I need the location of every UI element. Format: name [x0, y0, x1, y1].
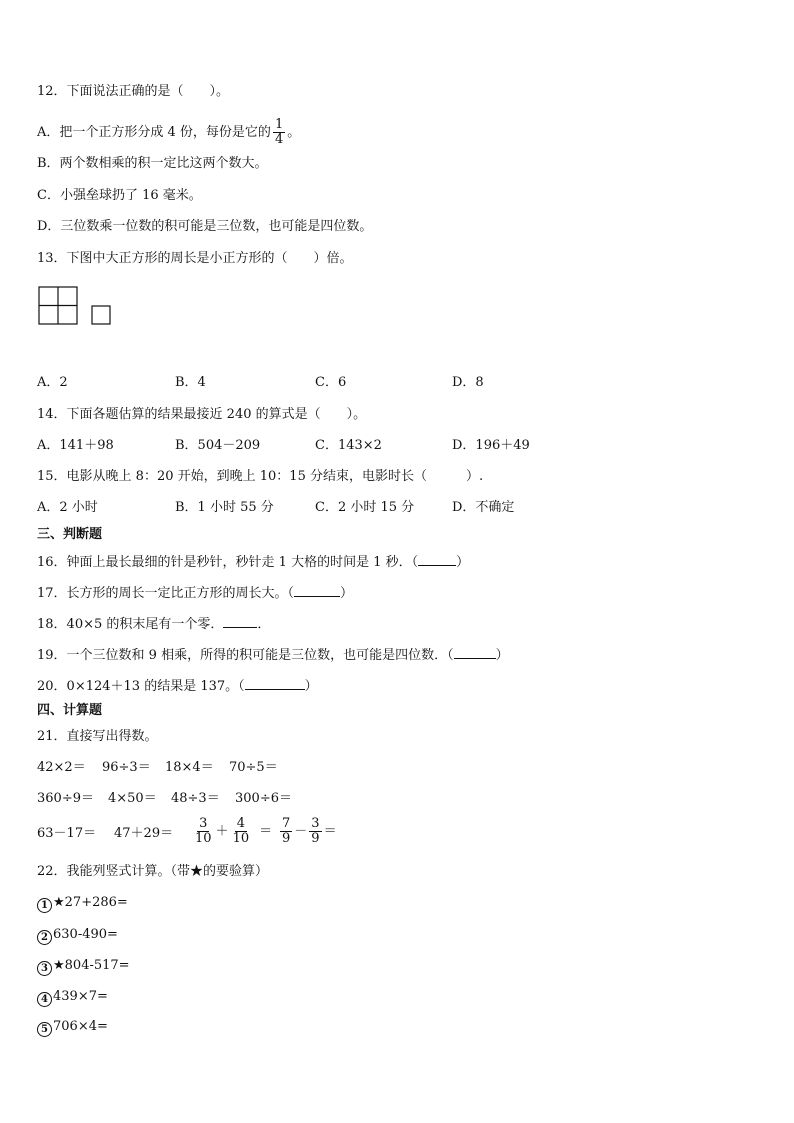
answer-blank[interactable] [454, 646, 496, 659]
calc-item: 48÷3＝ [171, 791, 220, 806]
question-22-stem: 22．我能列竖式计算。（带★的要验算） [37, 864, 269, 879]
question-12-option-b: B．两个数相乘的积一定比这两个数大。 [37, 156, 268, 171]
calc-item: 300÷6＝ [235, 791, 292, 806]
calc-item: 4×50＝ [108, 791, 157, 806]
question-15-option-b: B．1 小时 55 分 [175, 500, 274, 515]
option-a-text: A．把一个正方形分成 4 份，每份是它的 [37, 125, 271, 140]
calc-item: 47＋29＝ [114, 826, 174, 841]
vertical-calc-item-1: 1 ★27+286= [37, 895, 128, 913]
circled-number: 1 [37, 898, 52, 913]
question-14-stem: 14．下面各题估算的结果最接近 240 的算式是（ ）。 [37, 407, 367, 422]
question-12-option-d: D．三位数乘一位数的积可能是三位数，也可能是四位数。 [37, 219, 373, 234]
calc-item: 18×4＝ [165, 760, 214, 775]
question-14-option-c: C．143×2 [315, 438, 382, 453]
question-18: 18．40×5 的积末尾有一个零． ． [37, 617, 271, 632]
question-13-option-a: A．2 [37, 375, 68, 390]
question-14-option-b: B．504－209 [175, 438, 261, 453]
question-13-option-b: B．4 [175, 375, 206, 390]
answer-blank[interactable] [223, 615, 257, 628]
question-15-stem: 15．电影从晚上 8：20 开始，到晚上 10：15 分结束，电影时长（ ）. [37, 469, 484, 484]
vertical-calc-item-3: 3 ★804-517= [37, 958, 130, 976]
question-12-stem: 12．下面说法正确的是（ ）。 [37, 84, 230, 99]
question-13-option-c: C．6 [315, 375, 347, 390]
question-15-option-d: D．不确定 [452, 500, 515, 515]
answer-blank[interactable] [294, 584, 340, 597]
question-19: 19．一个三位数和 9 相乘，所得的积可能是三位数，也可能是四位数．（ ） [37, 648, 509, 663]
fraction: $\frac{4}{10}$ [232, 816, 250, 846]
vertical-calc-item-4: 4 439×7= [37, 989, 108, 1007]
question-21-stem: 21．直接写出得数。 [37, 729, 158, 744]
question-17: 17．长方形的周长一定比正方形的周长大。（ ） [37, 586, 354, 601]
calc-item-fraction-difference: $\frac{7}{9}$ － $\frac{3}{9}$ ＝ [282, 816, 337, 846]
question-12-option-c: C．小强垒球扔了 16 毫米。 [37, 188, 202, 203]
fraction-one-quarter: $\frac{1}{4}$ [274, 117, 284, 147]
question-15-option-c: C．2 小时 15 分 [315, 500, 415, 515]
vertical-calc-item-5: 5 706×4= [37, 1019, 108, 1037]
question-15-option-a: A．2 小时 [37, 500, 98, 515]
calc-item: 96÷3＝ [102, 760, 151, 775]
section-4-heading: 四、计算题 [37, 703, 103, 718]
question-14-option-d: D．196＋49 [452, 438, 530, 453]
answer-blank[interactable] [245, 677, 305, 690]
answer-blank[interactable] [418, 553, 456, 566]
calc-item-fraction-sum: $\frac{3}{10}$ ＋ $\frac{4}{10}$ ＝ [195, 816, 273, 846]
question-14-option-a: A．141＋98 [37, 438, 114, 453]
question-16: 16．钟面上最长最细的针是秒针，秒针走 1 大格的时间是 1 秒．（ ） [37, 555, 470, 570]
question-20: 20．0×124＋13 的结果是 137。（ ） [37, 679, 318, 694]
calc-item: 70÷5＝ [229, 760, 278, 775]
question-13-stem: 13．下图中大正方形的周长是小正方形的（ ）倍。 [37, 251, 353, 266]
calc-item: 42×2＝ [37, 760, 86, 775]
circled-number: 4 [37, 992, 52, 1007]
circled-number: 5 [37, 1022, 52, 1037]
circled-number: 2 [37, 930, 52, 945]
question-13-option-d: D．8 [452, 375, 484, 390]
squares-figure [38, 286, 114, 326]
section-3-heading: 三、判断题 [37, 527, 103, 542]
fraction: $\frac{7}{9}$ [282, 816, 291, 846]
circled-number: 3 [37, 961, 52, 976]
calc-item: 360÷9＝ [37, 791, 94, 806]
fraction: $\frac{3}{9}$ [311, 816, 320, 846]
calc-item: 63－17＝ [37, 826, 97, 841]
small-square [92, 306, 110, 324]
fraction: $\frac{3}{10}$ [195, 816, 212, 846]
question-12-option-a: A．把一个正方形分成 4 份，每份是它的 $\frac{1}{4}$ 。 [37, 117, 301, 147]
vertical-calc-item-2: 2 630-490= [37, 927, 118, 945]
